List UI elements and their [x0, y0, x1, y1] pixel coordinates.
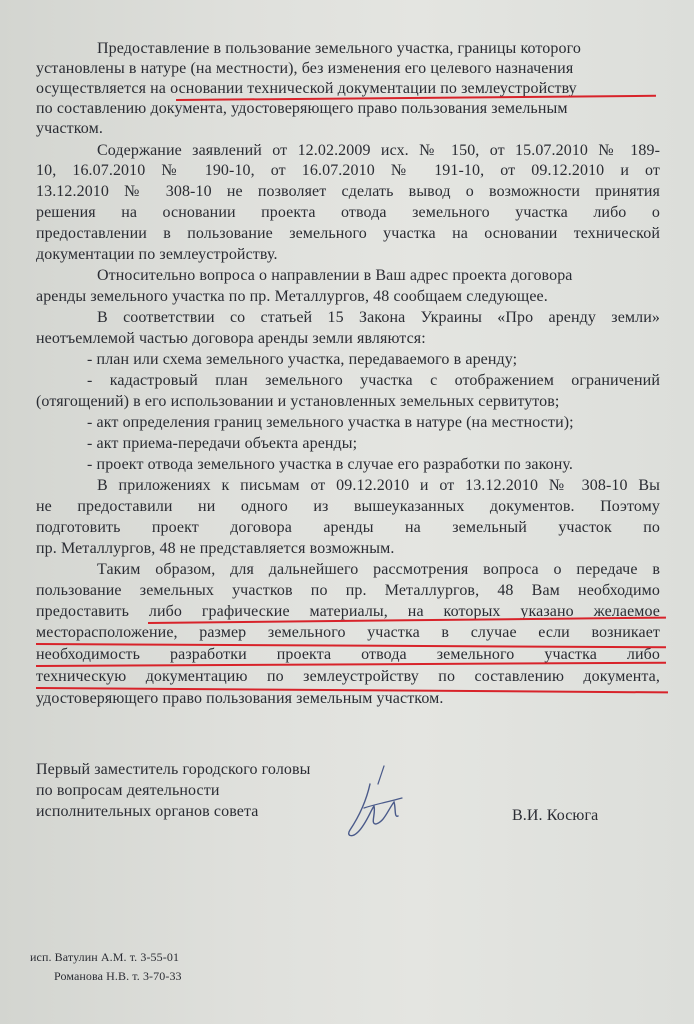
- paragraph-1-line-1: Предоставление в пользование земельного участка, границы которого: [97, 40, 581, 57]
- paragraph-4-line-1: В соответствии со статьей 15 Закона Украины «Про аренду земли»: [97, 309, 660, 326]
- paragraph-6-line-4: месторасположение, размер земельного участка в случае если возникает: [36, 624, 660, 641]
- paragraph-2-line-2: 10, 16.07.2010 № 190-10, от 16.07.2010 № 191-10, от 09.12.2010 и от: [36, 162, 660, 179]
- paragraph-2-line-6: документации по землеустройству.: [36, 246, 278, 263]
- paragraph-4-item-4: - акт приема-передачи объекта аренды;: [87, 435, 358, 452]
- paragraph-6-line-5: необходимость разработки проекта отвода земельного участка либо: [36, 646, 660, 663]
- paragraph-6-line-2: пользование земельных участков по пр. Металлургов, 48 Вам необходимо: [36, 582, 660, 599]
- paragraph-4-item-2: - кадастровый план земельного участка с отображением ограничений: [87, 372, 660, 389]
- paragraph-4-item-3: - акт определения границ земельного участка в натуре (на местности);: [87, 414, 574, 431]
- paragraph-4-line-2: неотъемлемой частью договора аренды земли являются:: [36, 330, 426, 347]
- signatory-title-line-1: Первый заместитель городского головы: [36, 761, 311, 778]
- handwritten-signature: [340, 762, 412, 844]
- paragraph-1-line-2: установлены в натуре (на местности), без изменения его целевого назначения: [36, 60, 574, 77]
- paragraph-2-line-5: предоставлении в пользование земельного участка на основании технической: [36, 225, 660, 242]
- paragraph-5-line-2: не предоставили ни одного из вышеуказанных документов. Поэтому: [36, 498, 660, 515]
- paragraph-6-line-3: предоставить либо графические материалы, на которых указано желаемое: [36, 603, 660, 620]
- signatory-title-line-2: по вопросам деятельности: [36, 782, 220, 799]
- signatory-title-line-3: исполнительных органов совета: [36, 803, 259, 820]
- paragraph-1-line-3: осуществляется на основании технической документации по землеустройству: [36, 80, 577, 97]
- paragraph-6-line-7: удостоверяющего право пользования земельным участком.: [36, 690, 444, 707]
- paragraph-1-line-4: по составлению документа, удостоверяющего право пользования земельным: [36, 100, 568, 117]
- executor-2: Романова Н.В. т. 3-70-33: [54, 969, 182, 983]
- paragraph-6-line-6: техническую документацию по землеустройству по составлению документа,: [36, 668, 660, 685]
- paragraph-2-line-1: Содержание заявлений от 12.02.2009 исх. № 150, от 15.07.2010 № 189-: [97, 142, 660, 159]
- paragraph-5-line-1: В приложениях к письмам от 09.12.2010 и от 13.12.2010 № 308-10 Вы: [97, 477, 660, 494]
- paragraph-5-line-3: подготовить проект договора аренды на земельный участок по: [36, 519, 660, 536]
- signatory-name: В.И. Косюга: [512, 807, 599, 824]
- paragraph-1-line-5: участком.: [36, 120, 103, 137]
- paragraph-5-line-4: пр. Металлургов, 48 не представляется возможным.: [36, 540, 395, 557]
- executor-1: исп. Ватулин А.М. т. 3-55-01: [30, 950, 180, 964]
- paragraph-2-line-4: решения на основании проекта отвода земельного участка либо о: [36, 204, 660, 221]
- paragraph-3-line-1: Относительно вопроса о направлении в Ваш адрес проекта договора: [97, 267, 573, 284]
- paragraph-2-line-3: 13.12.2010 № 308-10 не позволяет сделать вывод о возможности принятия: [36, 183, 660, 200]
- paragraph-6-line-1: Таким образом, для дальнейшего рассмотрения вопроса о передаче в: [97, 561, 660, 578]
- paragraph-4-item-2-cont: (отягощений) в его использовании и установленных земельных сервитутов;: [36, 393, 560, 410]
- paragraph-4-item-1: - план или схема земельного участка, передаваемого в аренду;: [87, 351, 518, 368]
- paragraph-3-line-2: аренды земельного участка по пр. Металлургов, 48 сообщаем следующее.: [36, 288, 548, 305]
- paragraph-4-item-5: - проект отвода земельного участка в случае его разработки по закону.: [87, 456, 574, 473]
